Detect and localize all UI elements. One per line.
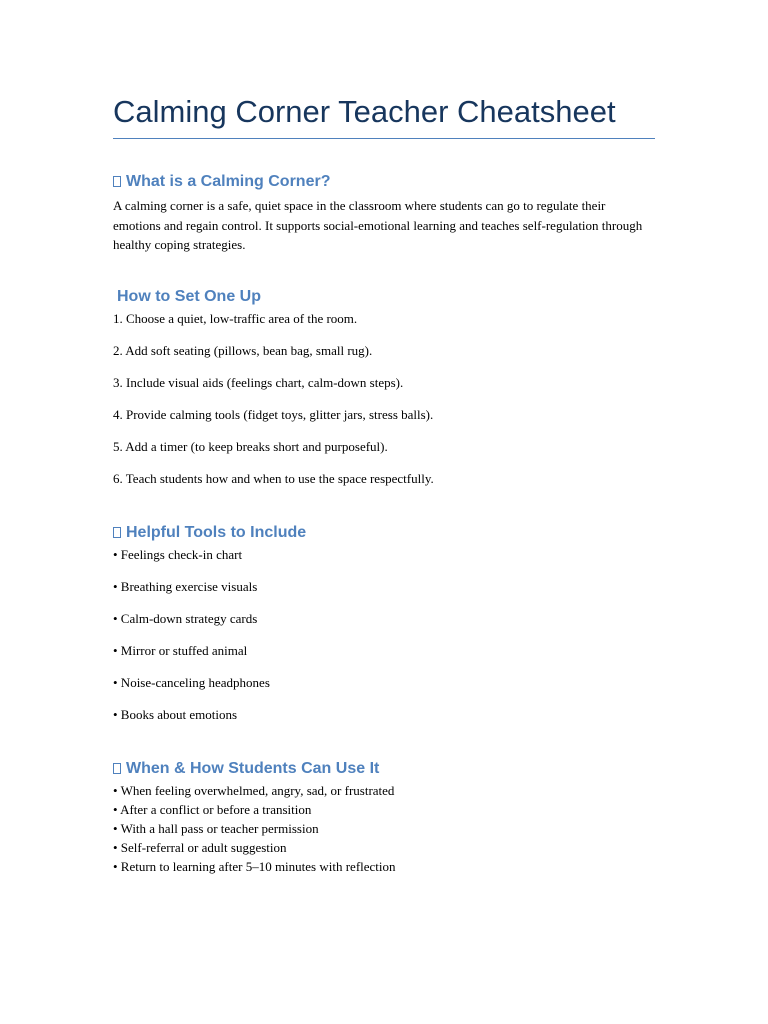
missing-glyph-icon — [113, 176, 121, 187]
setup-step: 6. Teach students how and when to use the space respectfully. — [113, 471, 434, 486]
setup-step: 4. Provide calming tools (fidget toys, glitter jars, stress balls). — [113, 407, 434, 422]
missing-glyph-icon — [113, 763, 121, 774]
usage-item: • After a conflict or before a transition — [113, 802, 312, 817]
what-is-paragraph: A calming corner is a safe, quiet space in the classroom where students can go to regulate their emotions and regain control. It supports social-emotional learning and teaches self-regulation through healthy coping strategies. — [113, 198, 643, 252]
setup-step: 5. Add a timer (to keep breaks short and purposeful). — [113, 439, 388, 454]
tool-item: • Breathing exercise visuals — [113, 579, 258, 594]
tool-item: • Books about emotions — [113, 707, 238, 722]
tool-item: • Feelings check-in chart — [113, 547, 243, 562]
usage-item: • Self-referral or adult suggestion — [113, 840, 287, 855]
page-title: Calming Corner Teacher Cheatsheet — [113, 94, 655, 139]
tool-item: • Calm-down strategy cards — [113, 611, 258, 626]
tool-item: • Noise-canceling headphones — [113, 675, 270, 690]
heading-set-up: How to Set One Up — [117, 288, 261, 305]
missing-glyph-icon — [113, 527, 121, 538]
setup-step: 1. Choose a quiet, low-traffic area of the room. — [113, 311, 358, 326]
usage-item: • Return to learning after 5–10 minutes with reflection — [113, 859, 396, 874]
setup-step: 2. Add soft seating (pillows, bean bag, small rug). — [113, 343, 373, 358]
tool-item: • Mirror or stuffed animal — [113, 643, 248, 658]
heading-helpful-tools: Helpful Tools to Include — [113, 524, 306, 542]
heading-when-how: When & How Students Can Use It — [113, 760, 379, 778]
usage-item: • When feeling overwhelmed, angry, sad, or frustrated — [113, 783, 395, 798]
heading-what-is: What is a Calming Corner? — [113, 173, 330, 191]
setup-step: 3. Include visual aids (feelings chart, calm-down steps). — [113, 375, 404, 390]
usage-item: • With a hall pass or teacher permission — [113, 821, 319, 836]
